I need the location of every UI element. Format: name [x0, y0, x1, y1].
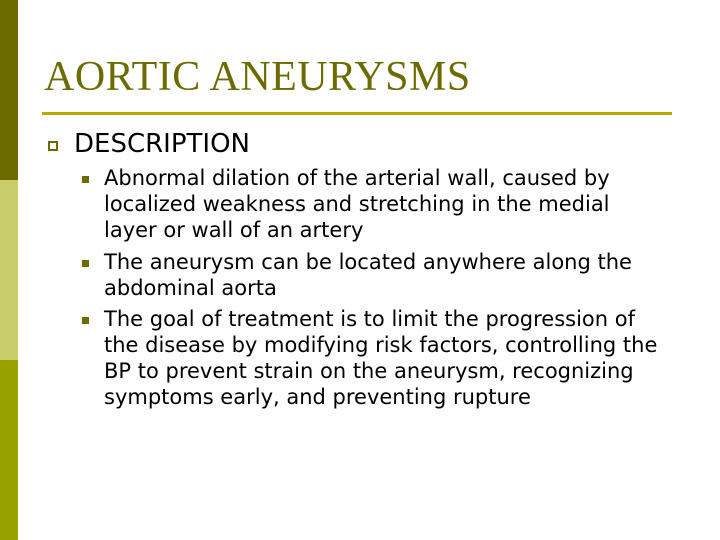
bullet-text: The aneurysm can be located anywhere along the abdominal aorta	[104, 250, 632, 300]
sidebar-stripe-top	[0, 0, 18, 180]
sidebar-stripe-middle	[0, 180, 18, 360]
bullet-icon	[82, 317, 89, 324]
bullet-text: Abnormal dilation of the arterial wall, caused by localized weakness and stretching in the medial layer or wall of an artery	[104, 166, 610, 242]
sidebar-stripe-bottom	[0, 360, 18, 540]
list-item	[104, 306, 664, 410]
bullet-icon	[82, 176, 89, 183]
list-item	[104, 249, 664, 301]
bullet-text: The goal of treatment is to limit the progression of the disease by modifying risk factors, controlling the BP to prevent strain on the aneurysm, recognizing symptoms early, and preventing rupture	[104, 307, 658, 409]
section-heading: DESCRIPTION	[74, 129, 250, 159]
list-item	[104, 165, 664, 243]
bullet-icon	[82, 260, 89, 267]
square-bullet-icon	[48, 141, 58, 151]
title-underline	[42, 112, 672, 115]
slide-title: AORTIC ANEURYSMS	[44, 54, 471, 100]
